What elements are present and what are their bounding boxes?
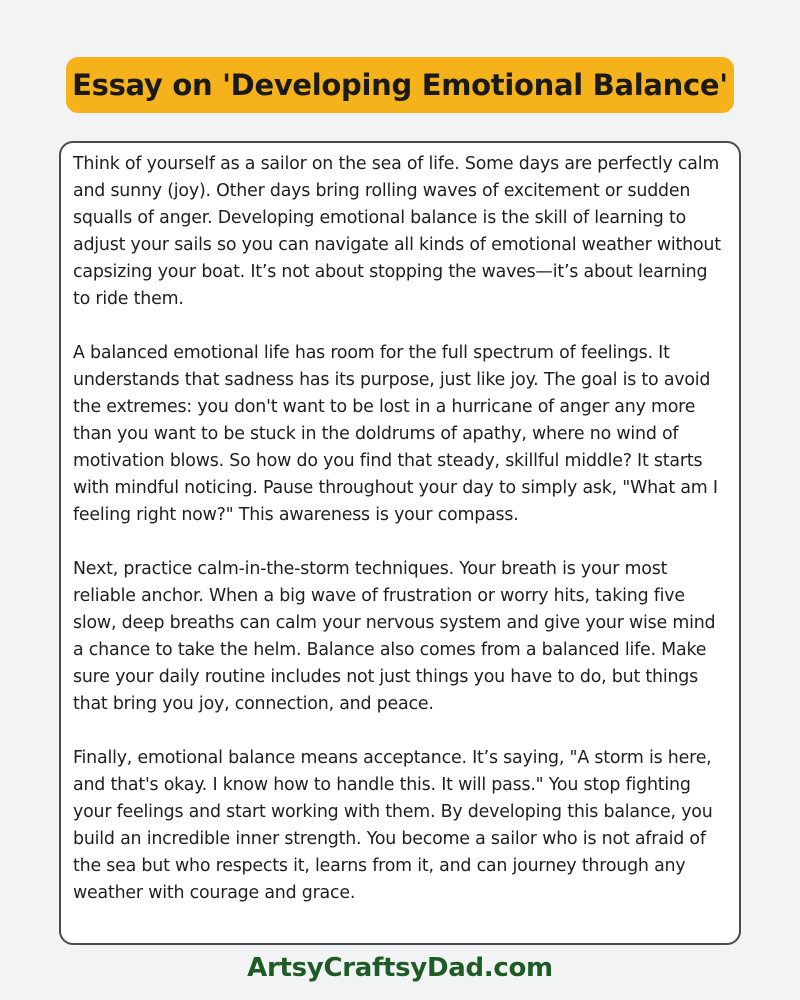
- essay-paragraph-3: Next, practice calm-in-the-storm techniques. Your breath is your most reliable anchor. When a big wave of frustration or worry hits, taking five slow, deep breaths can calm your nervous system and give your wise mind a chance to take the helm. Balance also comes from a balanced life. Make sure your daily routine includes not just things you have to do, but things that bring you joy, connection, and peace.: [73, 559, 716, 714]
- title-banner: [66, 57, 734, 113]
- essay-card: [59, 141, 741, 945]
- footer-site-name: ArtsyCraftsyDad.com: [247, 953, 553, 983]
- page-title: Essay on 'Developing Emotional Balance': [72, 68, 728, 102]
- essay-paragraph-1: Think of yourself as a sailor on the sea of life. Some days are perfectly calm and sunny (joy). Other days bring rolling waves of excitement or sudden squalls of anger. Developing emotional balance is the skill of learning to adjust your sails so you can navigate all kinds of emotional weather without capsizing your boat. It’s not about stopping the waves—it’s about learning to ride them.: [73, 154, 721, 309]
- essay-paragraph-4: Finally, emotional balance means acceptance. It’s saying, "A storm is here, and that's okay. I know how to handle this. It will pass." You stop fighting your feelings and start working with them. By developing this balance, you build an incredible inner strength. You become a sailor who is not afraid of the sea but who respects it, learns from it, and can journey through any weather with courage and grace.: [73, 748, 713, 903]
- essay-paragraph-2: A balanced emotional life has room for the full spectrum of feelings. It understands that sadness has its purpose, just like joy. The goal is to avoid the extremes: you don't want to be lost in a hurricane of anger any more than you want to be stuck in the doldrums of apathy, where no wind of motivation blows. So how do you find that steady, skillful middle? It starts with mindful noticing. Pause throughout your day to simply ask, "What am I feeling right now?" This awareness is your compass.: [73, 343, 718, 525]
